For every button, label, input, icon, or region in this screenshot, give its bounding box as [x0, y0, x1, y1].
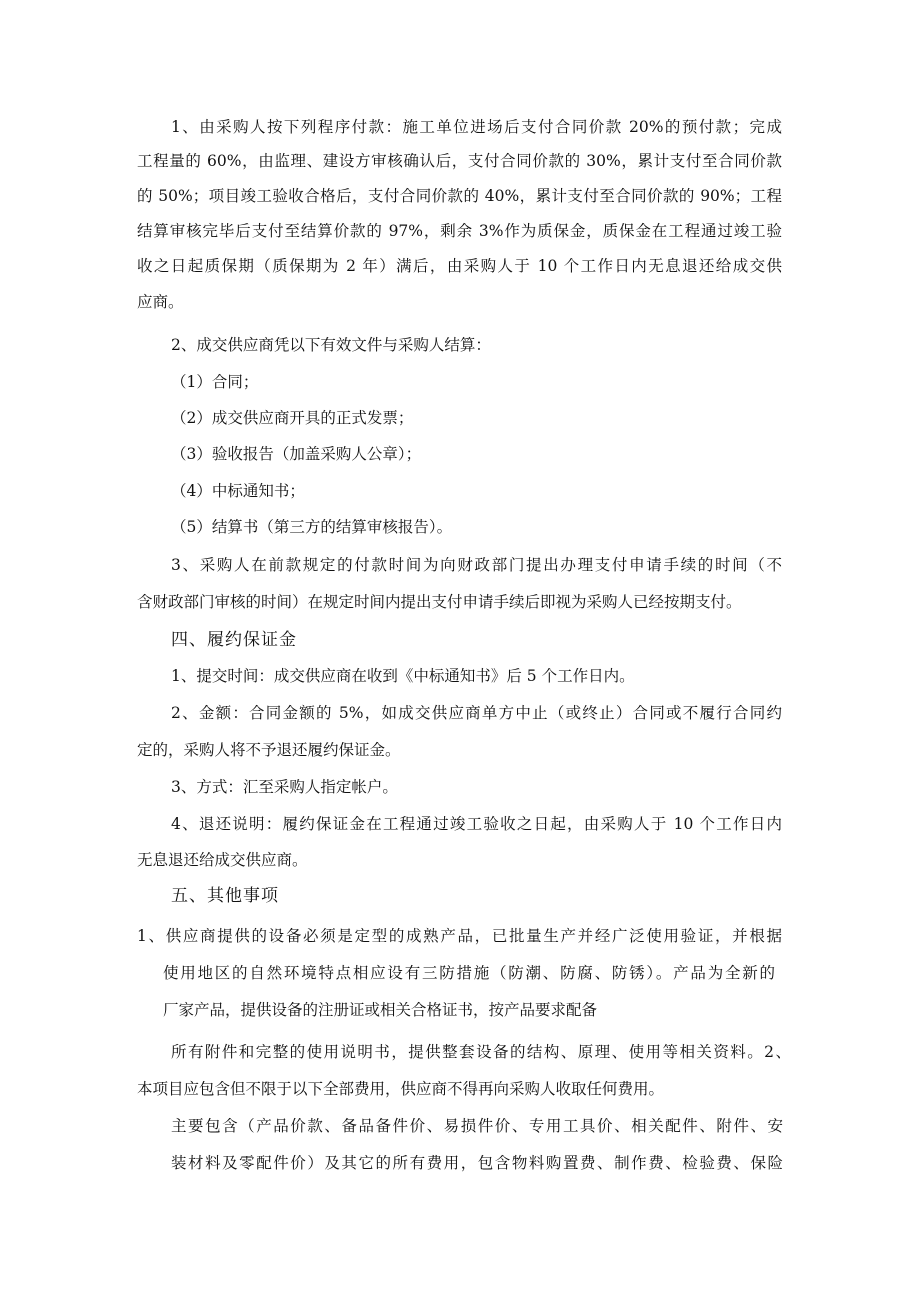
section4-item4-line1: 4、退还说明：履约保证金在工程通过竣工验收之日起，由采购人于 10 个工作日内 [171, 815, 782, 833]
payment-item3-line1: 3、采购人在前款规定的付款时间为向财政部门提出办理支付申请手续的时间（不 [171, 556, 782, 574]
section5-item1-line1: 1、供应商提供的设备必须是定型的成熟产品，已批量生产并经广泛使用验证，并根据 [137, 927, 782, 945]
section4-item3: 3、方式：汇至采购人指定帐户。 [171, 778, 398, 796]
section5-item1-cont-line2: 本项目应包含但不限于以下全部费用，供应商不得再向采购人收取任何费用。 [137, 1080, 665, 1098]
payment-item1-line1: 1、由采购人按下列程序付款：施工单位进场后支付合同价款 20%的预付款；完成 [171, 118, 782, 136]
section4-item2-line2: 定的，采购人将不予退还履约保证金。 [137, 741, 401, 759]
payment-item1-line2: 工程量的 60%，由监理、建设方审核确认后，支付合同价款的 30%，累计支付至合同价款 [137, 152, 782, 170]
document-list-item: （3）验收报告（加盖采购人公章）； [171, 445, 422, 463]
section5-heading: 五、其他事项 [171, 886, 279, 906]
payment-item1-line5: 收之日起质保期（质保期为 2 年）满后，由采购人于 10 个工作日内无息退还给成交供 [137, 257, 782, 275]
section5-item1-line2: 使用地区的自然环境特点相应设有三防措施（防潮、防腐、防锈）。产品为全新的 [163, 964, 775, 982]
document-list-item: （4）中标通知书； [171, 482, 305, 500]
section4-item2-line1: 2、金额：合同金额的 5%，如成交供应商单方中止（或终止）合同或不履行合同约 [171, 704, 782, 722]
payment-item2-intro: 2、成交供应商凭以下有效文件与采购人结算： [171, 336, 491, 354]
payment-item3-line2: 含财政部门审核的时间）在规定时间内提出支付申请手续后即视为采购人已经按期支付。 [137, 593, 742, 611]
document-list-item: （5）结算书（第三方的结算审核报告）。 [171, 518, 453, 536]
section5-item1-line3: 厂家产品，提供设备的注册证或相关合格证书，按产品要求配备 [163, 1001, 598, 1019]
section5-item1-cont-line1: 所有附件和完整的使用说明书，提供整套设备的结构、原理、使用等相关资料。2、 [171, 1043, 791, 1061]
payment-item1-line6: 应商。 [137, 293, 184, 311]
document-list-item: （2）成交供应商开具的正式发票； [171, 409, 414, 427]
section4-item4-line2: 无息退还给成交供应商。 [137, 851, 308, 869]
section5-item2-line2: 装材料及零配件价）及其它的所有费用，包含物料购置费、制作费、检验费、保险 [171, 1154, 783, 1172]
section4-item1: 1、提交时间：成交供应商在收到《中标通知书》后 5 个工作日内。 [171, 667, 635, 685]
payment-item1-line3: 的 50%；项目竣工验收合格后，支付合同价款的 40%，累计支付至合同价款的 90%；工程 [137, 187, 782, 205]
payment-item1-line4: 结算审核完毕后支付至结算价款的 97%，剩余 3%作为质保金，质保金在工程通过竣工验 [137, 222, 782, 240]
document-list-item: （1）合同； [171, 373, 259, 391]
section4-heading: 四、履约保证金 [171, 630, 297, 650]
section5-item2-line1: 主要包含（产品价款、备品备件价、易损件价、专用工具价、相关配件、附件、安 [171, 1117, 783, 1135]
